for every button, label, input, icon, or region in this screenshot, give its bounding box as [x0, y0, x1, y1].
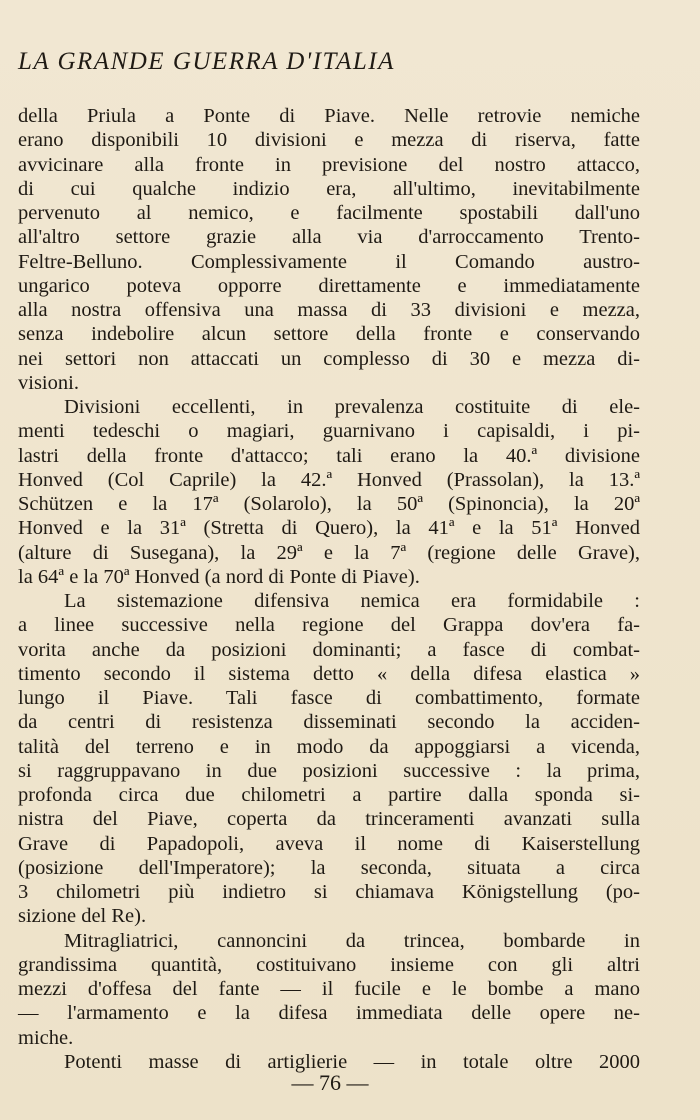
text-line: Mitragliatrici, cannoncini da trincea, bombarde in [64, 929, 640, 952]
text-line: talità del terreno e in modo da appoggiarsi a vicenda, [18, 735, 640, 758]
page-number: — 76 — [291, 1070, 369, 1095]
text-line: nistra del Piave, coperta da trinceramenti avanzati sulla [18, 808, 640, 831]
text-line: Honved (Col Caprile) la 42.ª Honved (Prassolan), la 13.ª [18, 468, 640, 491]
text-line: grandissima quantità, costituivano insieme con gli altri [18, 953, 640, 976]
text-line: senza indebolire alcun settore della fronte e conservando [18, 323, 640, 346]
text-line: mezzi d'offesa del fante — il fucile e le bombe a mano [18, 978, 640, 1000]
text-line: (alture di Susegana), la 29ª e la 7ª (regione delle Grave), [18, 541, 640, 564]
text-line: profonda circa due chilometri a partire dalla sponda si- [18, 784, 640, 806]
text-line: menti tedeschi o magiari, guarnivano i capisaldi, i pi- [18, 420, 640, 443]
text-line: Schützen e la 17ª (Solarolo), la 50ª (Spinoncia), la 20ª [18, 493, 640, 515]
text-line: alla nostra offensiva una massa di 33 divisioni e mezza, [18, 299, 640, 321]
body-text [18, 104, 640, 1074]
text-line: ungarico poteva opporre direttamente e immediatamente [18, 274, 640, 297]
text-line: (posizione dell'Imperatore); la seconda, situata a circa [18, 856, 640, 879]
text-line: Feltre-Belluno. Complessivamente il Comando austro- [18, 250, 640, 273]
text-line: Grave di Papadopoli, aveva il nome di Kaiserstellung [18, 832, 640, 855]
text-line: da centri di resistenza disseminati secondo la acciden- [18, 711, 640, 734]
text-line: erano disponibili 10 divisioni e mezza di riserva, fatte [18, 129, 640, 152]
text-line: avvicinare alla fronte in previsione del nostro attacco, [18, 153, 640, 176]
text-line: pervenuto al nemico, e facilmente spostabili dall'uno [18, 202, 640, 224]
text-line: della Priula a Ponte di Piave. Nelle retrovie nemiche [18, 105, 640, 127]
text-line: la 64ª e la 70ª Honved (a nord di Ponte di Piave). [18, 565, 420, 588]
text-line: Potenti masse di artiglierie — in totale oltre 2000 [64, 1050, 640, 1073]
text-line: si raggruppavano in due posizioni successive : la prima, [18, 759, 640, 782]
text-line: La sistemazione difensiva nemica era formidabile : [64, 590, 640, 612]
text-line: lastri della fronte d'attacco; tali erano la 40.ª divisione [18, 444, 640, 467]
text-line: miche. [18, 1026, 74, 1049]
text-line: 3 chilometri più indietro si chiamava Königstellung (po- [18, 881, 640, 903]
text-line: a linee successive nella regione del Grappa dov'era fa- [18, 614, 640, 637]
text-line: — l'armamento e la difesa immediata delle opere ne- [18, 1002, 640, 1025]
text-line: Divisioni eccellenti, in prevalenza costituite di ele- [64, 396, 640, 418]
text-line: Honved e la 31ª (Stretta di Quero), la 41ª e la 51ª Honved [18, 517, 640, 540]
text-line: visioni. [18, 371, 79, 394]
running-head: LA GRANDE GUERRA D'ITALIA [18, 48, 395, 75]
text-line: vorita anche da posizioni dominanti; a fasce di combat- [18, 638, 640, 661]
text-line: di cui qualche indizio era, all'ultimo, inevitabilmente [18, 177, 640, 200]
text-line: sizione del Re). [18, 905, 147, 928]
text-line: lungo il Piave. Tali fasce di combattimento, formate [18, 687, 640, 709]
text-line: nei settori non attaccati un complesso di 30 e mezza di- [18, 347, 640, 370]
text-line: timento secondo il sistema detto « della difesa elastica » [18, 662, 640, 685]
text-line: all'altro settore grazie alla via d'arroccamento Trento- [18, 226, 640, 249]
